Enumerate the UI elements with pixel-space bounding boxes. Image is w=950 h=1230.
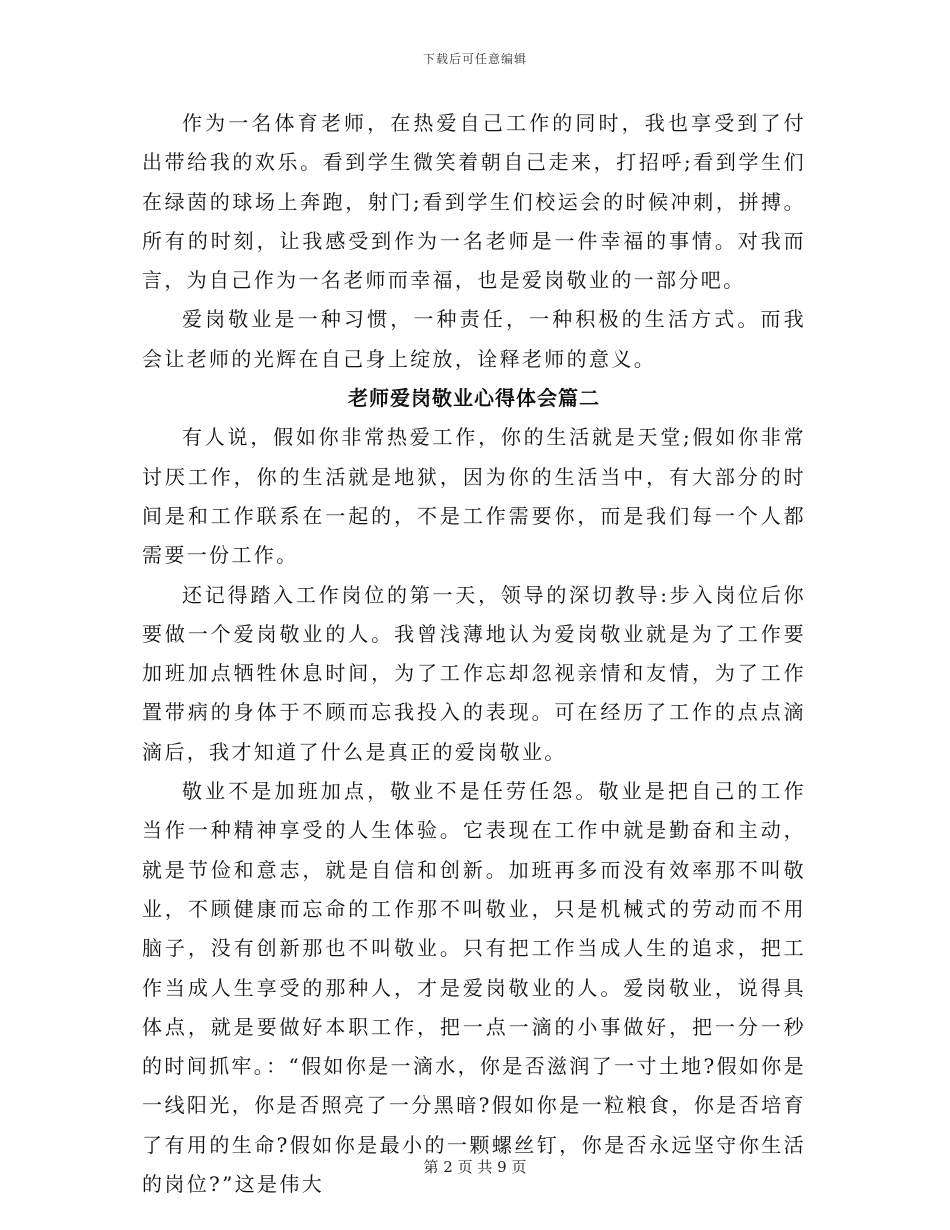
paragraph: 爱岗敬业是一种习惯，一种责任，一种积极的生活方式。而我会让老师的光辉在自己身上绽放，诠释老师的意义。	[142, 307, 806, 371]
document-body	[142, 104, 806, 1204]
paragraph: 作为一名体育老师，在热爱自己工作的同时，我也享受到了付出带给我的欢乐。看到学生微笑着朝自己走来，打招呼;看到学生们在绿茵的球场上奔跑，射门;看到学生们校运会的时候冲刺，拼搏。所有的时刻，让我感受到作为一名老师是一件幸福的事情。对我而言，为自己作为一名老师而幸福，也是爱岗敬业的一部分吧。	[142, 111, 806, 293]
paragraph: 还记得踏入工作岗位的第一天，领导的深切教导:步入岗位后你要做一个爱岗敬业的人。我曾浅薄地认为爱岗敬业就是为了工作要加班加点牺牲休息时间，为了工作忘却忽视亲情和友情，为了工作置带病的身体于不顾而忘我投入的表现。可在经历了工作的点点滴滴后，我才知道了什么是真正的爱岗敬业。	[142, 582, 806, 764]
paragraph: 有人说，假如你非常热爱工作，你的生活就是天堂;假如你非常讨厌工作，你的生活就是地狱，因为你的生活当中，有大部分的时间是和工作联系在一起的，不是工作需要你，而是我们每一个人都需要一份工作。	[142, 425, 806, 568]
paragraph: 敬业不是加班加点，敬业不是任劳任怨。敬业是把自己的工作当作一种精神享受的人生体验。它表现在工作中就是勤奋和主动，就是节俭和意志，就是自信和创新。加班再多而没有效率那不叫敬业，不顾健康而忘命的工作那不叫敬业，只是机械式的劳动而不用脑子，没有创新那也不叫敬业。只有把工作当成人生的追求，把工作当成人生享受的那种人，才是爱岗敬业的人。爱岗敬业，说得具体点，就是要做好本职工作，把一点一滴的小事做好，把一分一秒的时间抓牢。：“假如你是一滴水，你是否滋润了一寸土地?假如你是一线阳光，你是否照亮了一分黑暗?假如你是一粒粮食，你是否培育了有用的生命?假如你是最小的一颗螺丝钉，你是否永远坚守你生活的岗位?”这是伟大	[142, 779, 806, 1197]
page-number: 第 2 页 共 9 页	[423, 1158, 527, 1176]
page-header: 下载后可任意编辑	[422, 52, 527, 66]
section-title: 老师爱岗敬业心得体会篇二	[348, 386, 600, 411]
